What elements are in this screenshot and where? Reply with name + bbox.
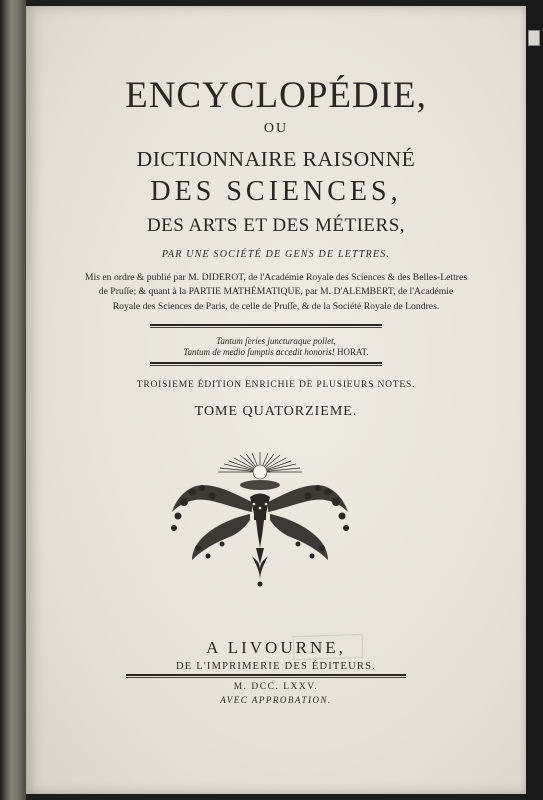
title-ou: OU (263, 121, 289, 136)
description-line: Mis en ordre & publié par M. DIDEROT, de l'Académie Royale des Sciences & des Belles-Lettres (84, 272, 468, 283)
volume-number: TOME QUATORZIEME. (194, 404, 358, 419)
imprint-rule (126, 674, 406, 676)
editors-description (66, 271, 486, 314)
imprint-place: A LIVOURNE, (206, 638, 346, 657)
motto-author: HORAT. (337, 347, 369, 357)
imprint-year: M. DCC. LXXV. (233, 682, 319, 692)
title-arts: DES ARTS ET DES MÉTIERS, (146, 215, 406, 236)
motto-line-1: Tantum ſeries juncturaque pollet, (216, 336, 336, 346)
motto (26, 336, 526, 358)
motto-line-2: Tantum de medio ſumptis accedit honoris! (183, 347, 335, 357)
motto-line-2-wrap (26, 347, 526, 358)
book-spine (0, 0, 26, 800)
divider-rule-bottom (150, 362, 382, 364)
description-line: de Pruſſe; & quant à la PARTIE MATHÉMATIQUE, par M. D'ALEMBERT, de l'Académie (98, 286, 454, 298)
description-line: Royale des Sciences de Paris, de celle de Pruſſe, & de la Société Royale de Londres. (112, 300, 440, 312)
imprint-printer: DE L'IMPRIMERIE DES ÉDITEURS. (175, 661, 377, 672)
authorship-line: PAR UNE SOCIÉTÉ DE GENS DE LETTRES. (161, 249, 391, 260)
edition-note: TROISIEME ÉDITION ENRICHIE DE PLUSIEURS NOTES. (136, 380, 416, 390)
imprint-approval: AVEC APPROBATION. (220, 695, 332, 705)
divider-rule-top (150, 324, 382, 326)
scan-tab-marker (528, 30, 540, 46)
title-sciences: DES SCIENCES, (150, 176, 402, 207)
scan-edge (526, 0, 543, 800)
title-page (26, 6, 526, 794)
vignette-ornament-icon (162, 452, 358, 598)
title-dictionnaire: DICTIONNAIRE RAISONNÉ (136, 147, 416, 171)
title: ENCYCLOPÉDIE, (125, 75, 427, 116)
